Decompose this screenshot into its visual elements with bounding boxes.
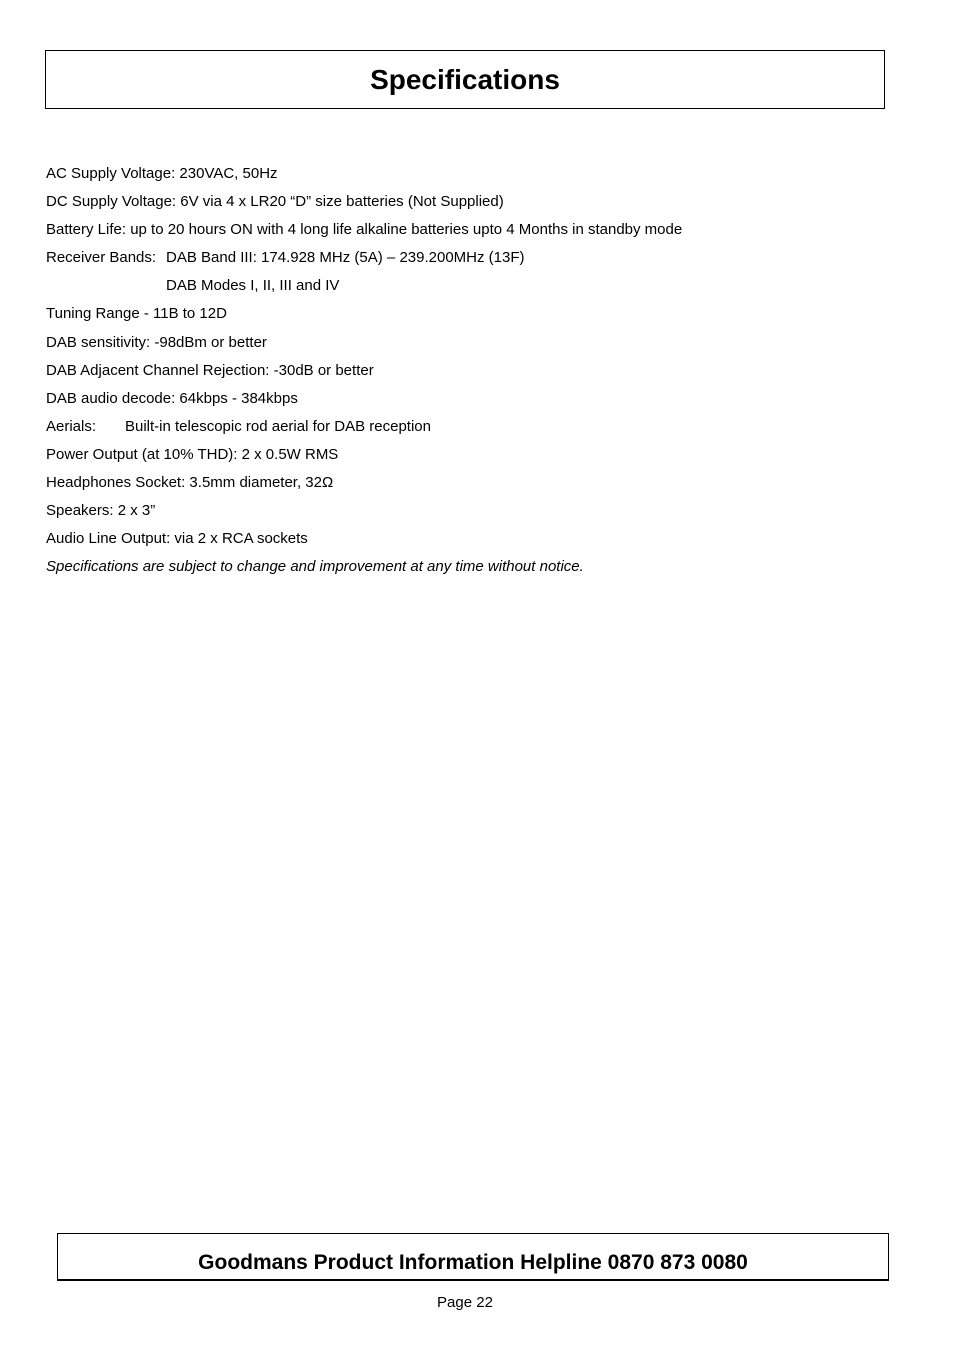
spec-adjacent-rejection: DAB Adjacent Channel Rejection: -30dB or better (46, 361, 374, 379)
spec-receiver-value-1: DAB Band III: 174.928 MHz (5A) – 239.200MHz (13F) (166, 249, 525, 267)
spec-audio-line-output: Audio Line Output: via 2 x RCA sockets (46, 530, 308, 548)
spec-dab-sensitivity: DAB sensitivity: -98dBm or better (46, 333, 267, 351)
spec-receiver-value-2: DAB Modes I, II, III and IV (166, 277, 340, 295)
spec-ac-supply: AC Supply Voltage: 230VAC, 50Hz (46, 165, 278, 182)
spec-aerials-value: Built-in telescopic rod aerial for DAB reception (125, 417, 431, 435)
spec-audio-decode: DAB audio decode: 64kbps - 384kbps (46, 389, 298, 407)
helpline-text: Goodmans Product Information Helpline 0870 873 0080 (198, 1251, 748, 1274)
spec-dc-supply: DC Supply Voltage: 6V via 4 x LR20 “D” size batteries (Not Supplied) (46, 193, 504, 211)
spec-battery-life: Battery Life: up to 20 hours ON with 4 long life alkaline batteries upto 4 Months in standby mode (46, 221, 683, 239)
spec-receiver-bands (46, 244, 926, 272)
spec-aerials-label: Aerials: (46, 417, 97, 435)
page-title-box (45, 50, 885, 109)
spec-tuning-range: Tuning Range - 11B to 12D (46, 305, 227, 323)
spec-disclaimer: Specifications are subject to change and improvement at any time without notice. (46, 558, 584, 576)
spec-speakers: Speakers: 2 x 3” (46, 502, 156, 520)
spec-receiver-label: Receiver Bands: (46, 249, 157, 267)
page-number: Page 22 (437, 1294, 493, 1311)
helpline-box (57, 1233, 889, 1281)
spec-aerials (46, 413, 926, 441)
page-title: Specifications (370, 63, 560, 95)
spec-power-output: Power Output (at 10% THD): 2 x 0.5W RMS (46, 445, 339, 463)
spec-list (46, 160, 926, 581)
spec-headphones: Headphones Socket: 3.5mm diameter, 32Ω (46, 474, 334, 492)
